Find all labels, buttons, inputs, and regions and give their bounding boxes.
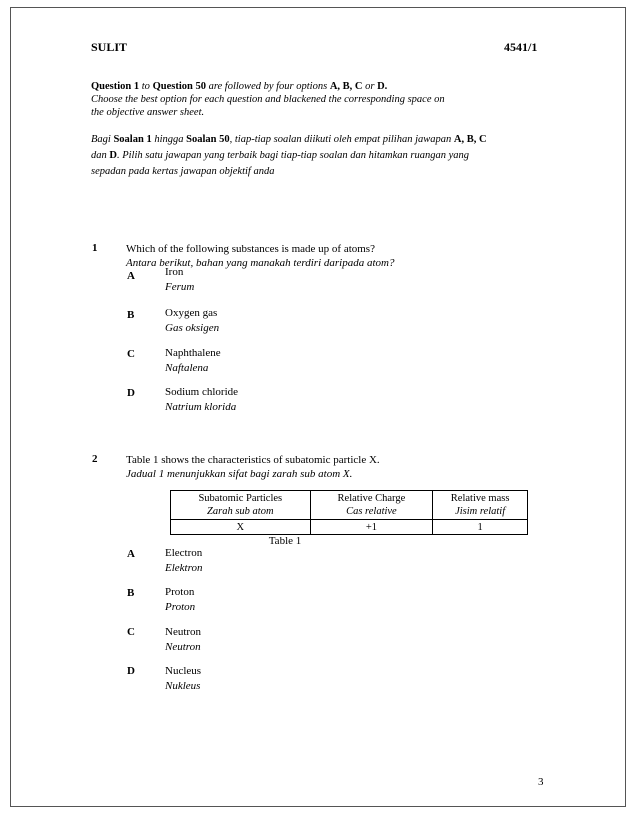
instruction-line (91, 132, 561, 148)
option-ms: Natrium klorida (165, 401, 237, 413)
option-text (165, 346, 221, 376)
instr-bold: Soalan 1 (113, 134, 152, 145)
instr-bold: Question 50 (152, 81, 206, 92)
option-en: Proton (165, 586, 195, 598)
question-text-ms: Jadual 1 menunjukkan sifat bagi zarah sub atom X. (126, 468, 353, 480)
instr-italic: hingga (151, 134, 187, 145)
instr-bold: Question 1 (91, 81, 140, 92)
header-en: Subatomic Particles (198, 493, 283, 504)
question-number: 2 (92, 453, 98, 465)
question-text (126, 453, 380, 481)
question-text-ms: Antara berikut, bahan yang manakah terdiri daripada atom? (126, 257, 395, 269)
option-ms: Nukleus (165, 680, 201, 692)
instruction-line: sepadan pada kertas jawapan objektif anda (91, 166, 275, 177)
table-header-row (171, 491, 528, 520)
header-ms: Cas relative (346, 506, 397, 517)
option-en: Sodium chloride (165, 386, 239, 398)
option-ms: Naftalena (165, 362, 209, 374)
page-number: 3 (538, 776, 544, 788)
option-letter: A (127, 270, 135, 282)
instructions-english (91, 79, 551, 121)
option-letter: A (127, 548, 135, 560)
option-letter: D (127, 665, 135, 677)
instr-italic: , tiap-tiap soalan diikuti oleh empat pilihan jawapan (229, 134, 454, 145)
option-ms: Ferum (165, 281, 195, 293)
instr-italic: . Pilih satu jawapan yang terbaik bagi tiap-tiap soalan dan hitamkan ruangan yang (116, 150, 469, 161)
instruction-line (91, 148, 561, 164)
option-text (165, 585, 195, 615)
option-en: Nucleus (165, 665, 202, 677)
header-classification: SULIT (91, 40, 128, 54)
instr-bold: A, B, C (453, 134, 487, 145)
question-text-en: Table 1 shows the characteristics of subatomic particle X. (126, 454, 380, 466)
table-header-cell (310, 491, 433, 520)
table-row (171, 520, 528, 535)
instruction-line: the objective answer sheet. (91, 107, 205, 118)
page-border (10, 7, 626, 807)
header-ms: Jisim relatif (455, 506, 506, 517)
option-ms: Proton (165, 601, 196, 613)
table-cell: 1 (433, 520, 528, 535)
instructions-malay (91, 132, 561, 180)
header-ms: Zarah sub atom (207, 506, 274, 517)
option-en: Naphthalene (165, 347, 221, 359)
option-en: Neutron (165, 626, 202, 638)
option-letter: C (127, 348, 135, 360)
header-en: Relative Charge (337, 493, 406, 504)
table-cell: +1 (310, 520, 433, 535)
option-text (165, 385, 238, 415)
instr-italic: to (139, 81, 153, 92)
option-ms: Elektron (165, 562, 203, 574)
table-cell: X (171, 520, 311, 535)
question-number: 1 (92, 242, 98, 254)
table-header-cell (433, 491, 528, 520)
option-text (165, 265, 194, 295)
option-letter: B (127, 587, 135, 599)
option-en: Electron (165, 547, 203, 559)
table-1 (170, 490, 528, 535)
header-paper-code: 4541/1 (504, 40, 538, 54)
instr-italic: Bagi (91, 134, 114, 145)
question-text-en: Which of the following substances is made up of atoms? (126, 243, 375, 255)
table-header-cell (171, 491, 311, 520)
instr-bold: A, B, C (329, 81, 363, 92)
instr-bold: Soalan 50 (186, 134, 230, 145)
instruction-line: Choose the best option for each question and blackened the corresponding space on (91, 94, 445, 105)
instr-bold: D. (377, 81, 388, 92)
instr-italic: are followed by four options (205, 81, 330, 92)
table-caption: Table 1 (268, 535, 302, 547)
option-letter: B (127, 309, 135, 321)
instr-italic: dan (91, 150, 110, 161)
header-en: Relative mass (450, 493, 510, 504)
option-text (165, 546, 202, 576)
option-en: Oxygen gas (165, 307, 218, 319)
option-letter: C (127, 626, 135, 638)
option-text (165, 664, 201, 694)
option-en: Iron (165, 266, 184, 278)
option-text (165, 625, 201, 655)
option-ms: Neutron (165, 641, 201, 653)
option-text (165, 306, 219, 336)
instr-bold: D (109, 150, 117, 161)
option-ms: Gas oksigen (165, 322, 220, 334)
instr-italic: or (362, 81, 378, 92)
option-letter: D (127, 387, 135, 399)
